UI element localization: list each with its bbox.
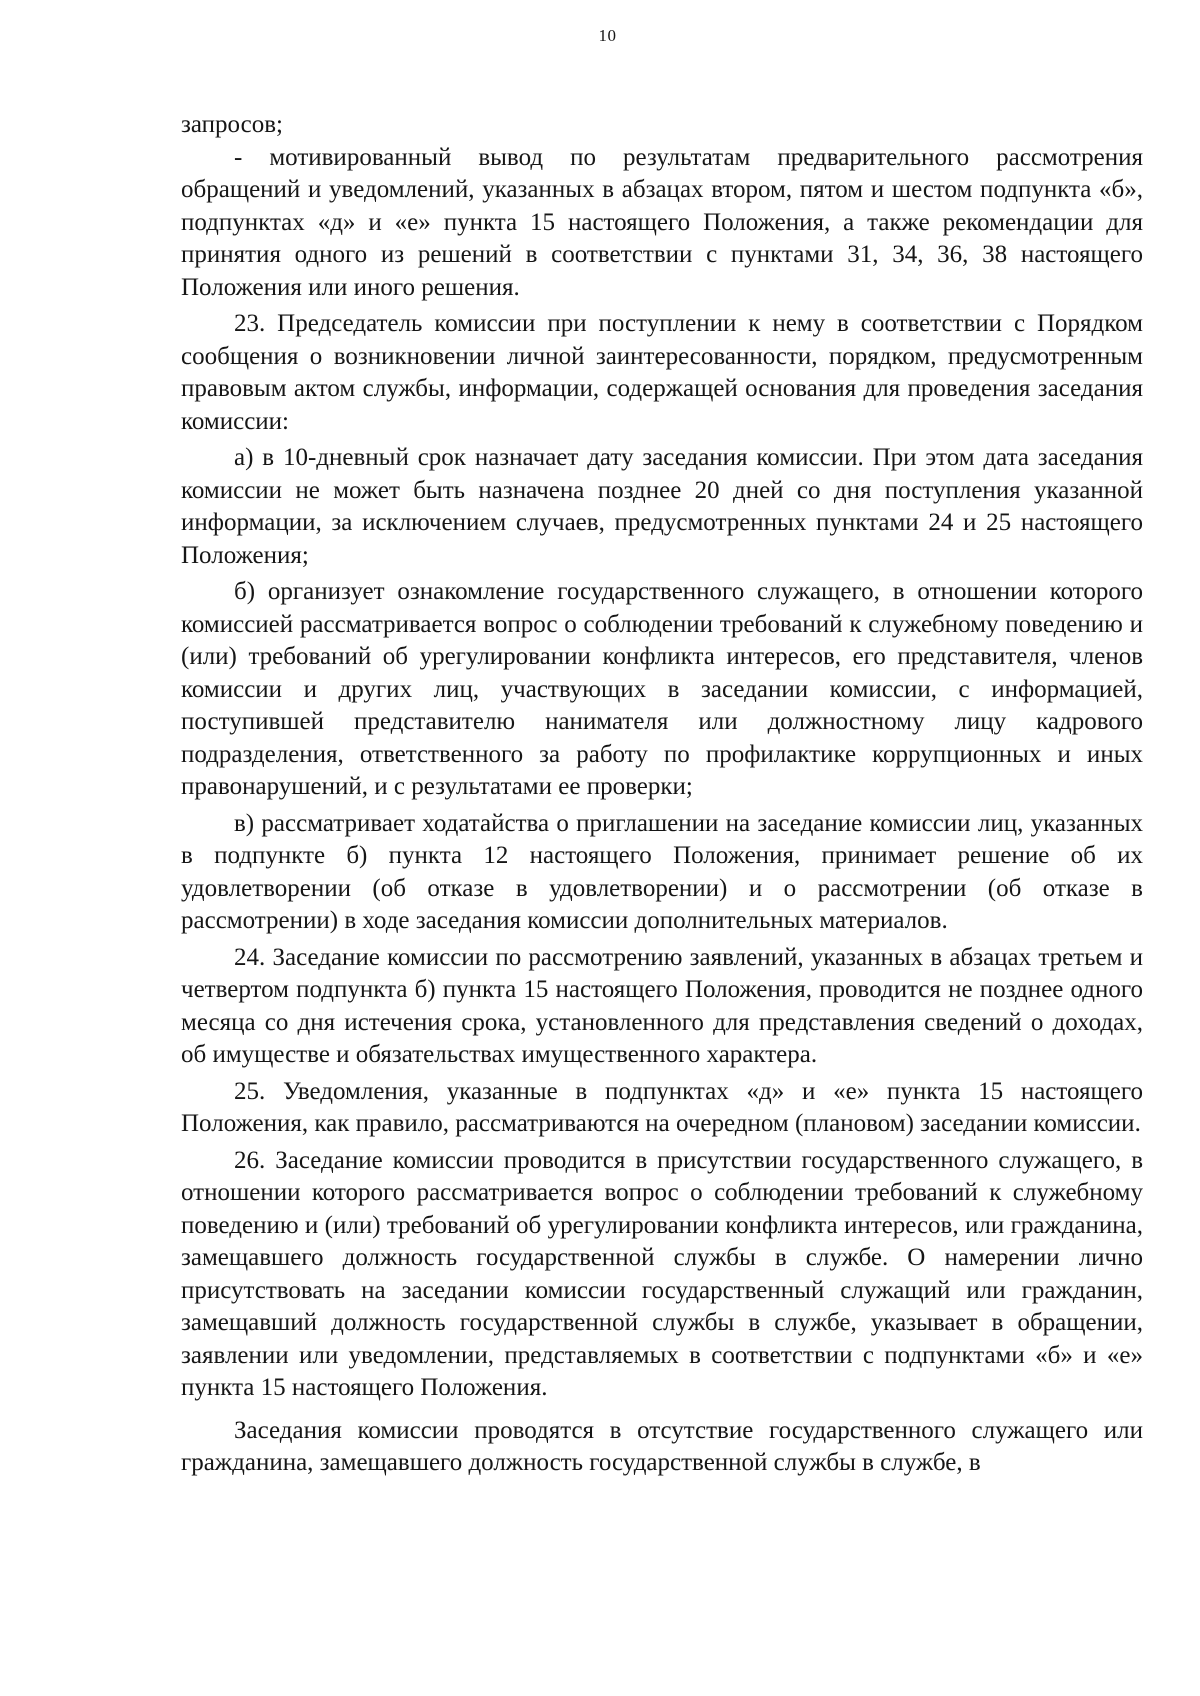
paragraph-motivated-conclusion: - мотивированный вывод по результатам предварительного рассмотрения обращений и уведомлений, указанных в абзацах втором, пятом и шестом подпункта «б», подпунктах «д» и «е» пункта 15 настоящего Положения, а также рекомендации для принятия одного из решений в соответствии с пунктами 31, 34, 36, 38 настоящего Положения или иного решения.: [181, 143, 1143, 301]
paragraph-23-v: в) рассматривает ходатайства о приглашении на заседание комиссии лиц, указанных в подпункте б) пункта 12 настоящего Положения, принимает решение об их удовлетворении (об отказе в удовлетворении) и о рассмотрении (об отказе в рассмотрении) в ходе заседания комиссии дополнительных материалов.: [181, 809, 1143, 934]
paragraph-24: 24. Заседание комиссии по рассмотрению заявлений, указанных в абзацах третьем и четвертом подпункта б) пункта 15 настоящего Положения, проводится не позднее одного месяца со дня истечения срока, установленного для представления сведений о доходах, об имуществе и обязательствах имущественного характера.: [181, 943, 1143, 1068]
paragraph-23: 23. Председатель комиссии при поступлении к нему в соответствии с Порядком сообщения о возникновении личной заинтересованности, порядком, предусмотренным правовым актом службы, информации, содержащей основания для проведения заседания комиссии:: [181, 310, 1143, 435]
paragraph-26-continuation: Заседания комиссии проводятся в отсутствие государственного служащего или гражданина, замещавшего должность государственной службы в службе, в: [181, 1416, 1143, 1476]
paragraph-continuation: запросов;: [181, 111, 283, 138]
document-body: [181, 109, 1143, 1480]
paragraph-23-b: б) организует ознакомление государственного служащего, в отношении которого комиссией рассматривается вопрос о соблюдении требований к служебному поведению и (или) требований об урегулировании конфликта интересов, его представителя, членов комиссии и других лиц, участвующих в заседании комиссии, с информацией, поступившей представителю нанимателя или должностному лицу кадрового подразделения, ответственного за работу по профилактике коррупционных и иных правонарушений, и с результатами ее проверки;: [181, 578, 1143, 800]
paragraph-26: 26. Заседание комиссии проводится в присутствии государственного служащего, в отношении которого рассматривается вопрос о соблюдении требований к служебному поведению и (или) требований об урегулировании конфликта интересов, или гражданина, замещавшего должность государственной службы в службе. О намерении лично присутствовать на заседании комиссии государственный служащий или гражданин, замещавший должность государственной службы в службе, указывает в обращении, заявлении или уведомлении, представляемых в соответствии с подпунктами «б» и «е» пункта 15 настоящего Положения.: [181, 1146, 1143, 1401]
paragraph-25: 25. Уведомления, указанные в подпунктах «д» и «е» пункта 15 настоящего Положения, как правило, рассматриваются на очередном (плановом) заседании комиссии.: [181, 1077, 1143, 1137]
page-number: 10: [598, 26, 617, 45]
paragraph-23-a: а) в 10-дневный срок назначает дату заседания комиссии. При этом дата заседания комиссии не может быть назначена позднее 20 дней со дня поступления указанной информации, за исключением случаев, предусмотренных пунктами 24 и 25 настоящего Положения;: [181, 444, 1143, 569]
